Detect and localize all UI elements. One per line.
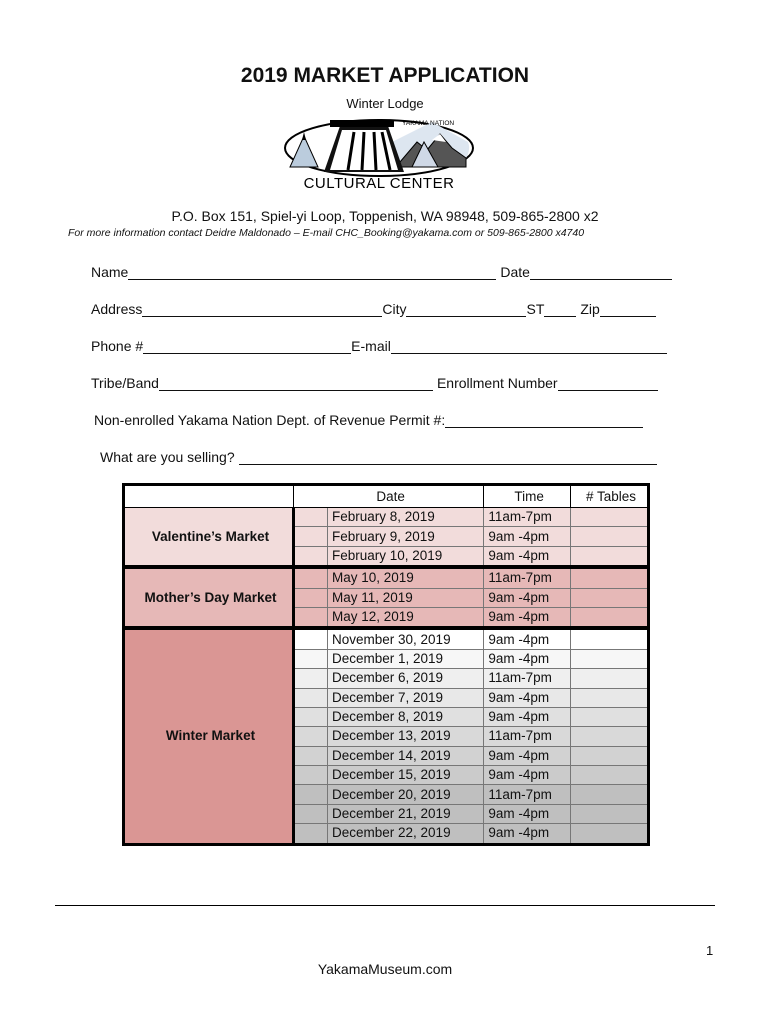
selling-label: What are you selling? bbox=[100, 449, 235, 465]
time-cell: 9am -4pm bbox=[484, 707, 571, 726]
date-cell: May 10, 2019 bbox=[328, 567, 484, 588]
table-row bbox=[124, 508, 649, 527]
row-marker-cell bbox=[294, 824, 328, 844]
time-cell: 9am -4pm bbox=[484, 804, 571, 823]
time-cell: 9am -4pm bbox=[484, 607, 571, 628]
tables-input-cell[interactable] bbox=[571, 804, 649, 823]
phone-email-row bbox=[91, 336, 681, 354]
date-cell: May 11, 2019 bbox=[328, 588, 484, 607]
tables-input-cell[interactable] bbox=[571, 824, 649, 844]
st-field[interactable] bbox=[544, 302, 576, 317]
logo-big-text: CULTURAL CENTER bbox=[303, 175, 455, 192]
permit-field[interactable] bbox=[445, 413, 643, 428]
table-row bbox=[124, 567, 649, 588]
selling-field[interactable] bbox=[239, 450, 657, 465]
row-marker-cell bbox=[294, 546, 328, 567]
tables-input-cell[interactable] bbox=[571, 766, 649, 785]
selling-row bbox=[100, 447, 690, 465]
document-subtitle: Winter Lodge bbox=[346, 96, 424, 111]
time-cell: 9am -4pm bbox=[484, 546, 571, 567]
row-marker-cell bbox=[294, 727, 328, 746]
city-label: City bbox=[382, 301, 407, 317]
tables-input-cell[interactable] bbox=[571, 727, 649, 746]
time-cell: 11am-7pm bbox=[484, 508, 571, 527]
name-date-row bbox=[91, 262, 681, 280]
date-cell: February 9, 2019 bbox=[328, 527, 484, 546]
table-header-row bbox=[124, 485, 649, 508]
tables-input-cell[interactable] bbox=[571, 785, 649, 804]
tables-input-cell[interactable] bbox=[571, 649, 649, 668]
market-column-header bbox=[124, 485, 294, 508]
market-name: Winter Market bbox=[124, 628, 294, 844]
row-marker-cell bbox=[294, 766, 328, 785]
date-cell: December 14, 2019 bbox=[328, 746, 484, 765]
row-marker-cell bbox=[294, 628, 328, 649]
time-cell: 9am -4pm bbox=[484, 688, 571, 707]
address-label: Address bbox=[91, 301, 143, 317]
row-marker-cell bbox=[294, 607, 328, 628]
phone-field[interactable] bbox=[143, 339, 351, 354]
row-marker-cell bbox=[294, 567, 328, 588]
market-name: Mother’s Day Market bbox=[124, 567, 294, 628]
footer-divider bbox=[55, 905, 715, 906]
email-label: E-mail bbox=[351, 338, 391, 354]
row-marker-cell bbox=[294, 527, 328, 546]
time-cell: 9am -4pm bbox=[484, 746, 571, 765]
permit-row bbox=[94, 410, 684, 428]
address-row bbox=[91, 299, 681, 317]
tables-input-cell[interactable] bbox=[571, 688, 649, 707]
date-label: Date bbox=[500, 264, 530, 280]
date-cell: February 10, 2019 bbox=[328, 546, 484, 567]
row-marker-cell bbox=[294, 649, 328, 668]
date-cell: November 30, 2019 bbox=[328, 628, 484, 649]
date-cell: December 1, 2019 bbox=[328, 649, 484, 668]
row-marker-cell bbox=[294, 688, 328, 707]
tribe-field[interactable] bbox=[159, 376, 433, 391]
time-cell: 11am-7pm bbox=[484, 727, 571, 746]
enrollment-field[interactable] bbox=[558, 376, 658, 391]
document-title: 2019 MARKET APPLICATION bbox=[240, 64, 530, 87]
table-row bbox=[124, 628, 649, 649]
date-cell: December 7, 2019 bbox=[328, 688, 484, 707]
market-name: Valentine’s Market bbox=[124, 508, 294, 568]
time-cell: 9am -4pm bbox=[484, 824, 571, 844]
row-marker-cell bbox=[294, 508, 328, 527]
tables-input-cell[interactable] bbox=[571, 527, 649, 546]
row-marker-cell bbox=[294, 746, 328, 765]
date-cell: December 8, 2019 bbox=[328, 707, 484, 726]
time-cell: 11am-7pm bbox=[484, 785, 571, 804]
tables-input-cell[interactable] bbox=[571, 707, 649, 726]
tribe-label: Tribe/Band bbox=[91, 375, 159, 391]
time-cell: 11am-7pm bbox=[484, 567, 571, 588]
time-column-header: Time bbox=[484, 485, 571, 508]
logo-small-text: YAKAMA NATION bbox=[402, 120, 455, 127]
schedule-body bbox=[124, 508, 649, 845]
address-field[interactable] bbox=[142, 302, 382, 317]
cultural-center-logo bbox=[282, 112, 476, 194]
footer-website: YakamaMuseum.com bbox=[317, 961, 453, 977]
phone-label: Phone # bbox=[91, 338, 144, 354]
tribe-enrollment-row bbox=[91, 373, 681, 391]
name-label: Name bbox=[91, 264, 129, 280]
date-cell: December 22, 2019 bbox=[328, 824, 484, 844]
zip-label: Zip bbox=[580, 301, 600, 317]
time-cell: 9am -4pm bbox=[484, 766, 571, 785]
tables-input-cell[interactable] bbox=[571, 508, 649, 527]
permit-label: Non-enrolled Yakama Nation Dept. of Revenue Permit #: bbox=[94, 412, 446, 428]
page-number: 1 bbox=[706, 943, 714, 958]
row-marker-cell bbox=[294, 669, 328, 688]
date-cell: December 20, 2019 bbox=[328, 785, 484, 804]
tables-column-header: # Tables bbox=[571, 485, 649, 508]
tables-input-cell[interactable] bbox=[571, 546, 649, 567]
city-field[interactable] bbox=[406, 302, 526, 317]
market-schedule-table bbox=[122, 483, 650, 846]
tables-input-cell[interactable] bbox=[571, 588, 649, 607]
date-field[interactable] bbox=[530, 265, 672, 280]
tables-input-cell[interactable] bbox=[571, 628, 649, 649]
st-label: ST bbox=[526, 301, 545, 317]
date-cell: December 21, 2019 bbox=[328, 804, 484, 823]
date-cell: December 15, 2019 bbox=[328, 766, 484, 785]
tables-input-cell[interactable] bbox=[571, 746, 649, 765]
tables-input-cell[interactable] bbox=[571, 567, 649, 588]
time-cell: 9am -4pm bbox=[484, 588, 571, 607]
time-cell: 11am-7pm bbox=[484, 669, 571, 688]
mailing-address: P.O. Box 151, Spiel-yi Loop, Toppenish, WA 98948, 509-865-2800 x2 bbox=[171, 208, 599, 224]
time-cell: 9am -4pm bbox=[484, 628, 571, 649]
contact-info: For more information contact Deidre Maldonado – E-mail CHC_Booking@yakama.com or 509-865-2800 x4740 bbox=[68, 227, 585, 239]
date-cell: May 12, 2019 bbox=[328, 607, 484, 628]
date-column-header: Date bbox=[294, 485, 484, 508]
date-cell: February 8, 2019 bbox=[328, 508, 484, 527]
date-cell: December 13, 2019 bbox=[328, 727, 484, 746]
enrollment-label: Enrollment Number bbox=[436, 375, 558, 391]
tables-input-cell[interactable] bbox=[571, 669, 649, 688]
time-cell: 9am -4pm bbox=[484, 649, 571, 668]
row-marker-cell bbox=[294, 588, 328, 607]
row-marker-cell bbox=[294, 707, 328, 726]
zip-field[interactable] bbox=[600, 302, 656, 317]
date-cell: December 6, 2019 bbox=[328, 669, 484, 688]
name-field[interactable] bbox=[128, 265, 496, 280]
time-cell: 9am -4pm bbox=[484, 527, 571, 546]
row-marker-cell bbox=[294, 785, 328, 804]
tables-input-cell[interactable] bbox=[571, 607, 649, 628]
email-field[interactable] bbox=[391, 339, 667, 354]
row-marker-cell bbox=[294, 804, 328, 823]
